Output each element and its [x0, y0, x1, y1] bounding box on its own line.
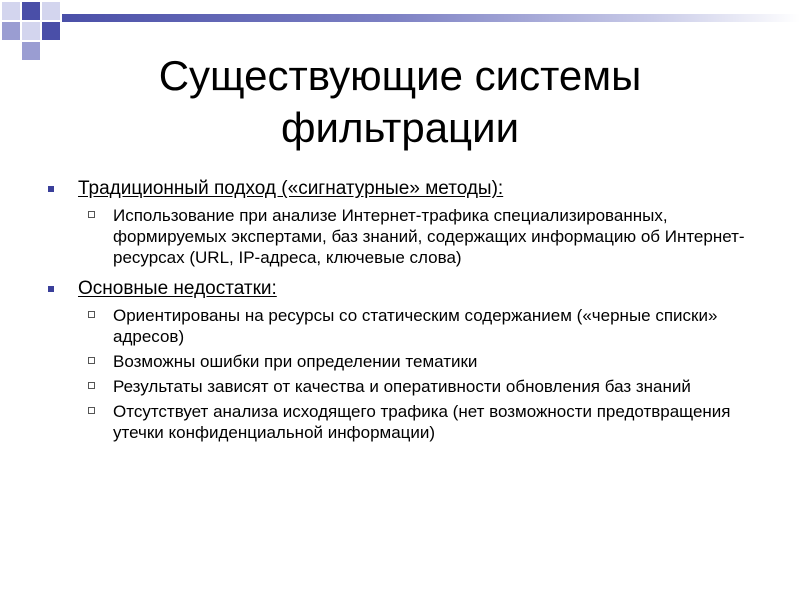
section-heading: Основные недостатки:: [78, 278, 277, 299]
hollow-square-bullet-icon: [88, 311, 95, 318]
sub-bullet-item: [48, 205, 768, 268]
sub-bullet-text: Возможны ошибки при определении тематики: [113, 352, 478, 371]
section-heading: Традиционный подход («сигнатурные» методы):: [78, 178, 504, 199]
sub-bullet-list: [48, 305, 768, 443]
slide-title-line-1: Существующие системы: [158, 52, 642, 99]
sub-bullet-item: [48, 305, 768, 347]
decor-square: [2, 22, 20, 40]
hollow-square-bullet-icon: [88, 357, 95, 364]
decor-square: [42, 22, 60, 40]
sub-bullet-text: Результаты зависят от качества и оперативности обновления баз знаний: [113, 377, 691, 396]
hollow-square-bullet-icon: [88, 407, 95, 414]
square-bullet-icon: [48, 286, 54, 292]
decor-square: [22, 2, 40, 20]
slide-title-line-2: фильтрации: [280, 104, 520, 151]
bullet-section-drawbacks: [48, 278, 768, 300]
square-bullet-icon: [48, 186, 54, 192]
hollow-square-bullet-icon: [88, 382, 95, 389]
sub-bullet-item: [48, 401, 768, 443]
sub-bullet-item: [48, 351, 768, 372]
decor-square: [42, 2, 60, 20]
decor-square: [2, 2, 20, 20]
bullet-section-traditional: [48, 178, 768, 200]
hollow-square-bullet-icon: [88, 211, 95, 218]
sub-bullet-text: Отсутствует анализа исходящего трафика (нет возможности предотвращения утечки конфиденциальной информации): [113, 402, 731, 442]
sub-bullet-text: Использование при анализе Интернет-трафика специализированных, формируемых экспертами, баз знаний, содержащих информацию об Интернет-ресурсах (URL, IP-адреса, ключевые слова): [113, 206, 745, 267]
sub-bullet-text: Ориентированы на ресурсы со статическим содержанием («черные списки» адресов): [113, 306, 718, 346]
decor-square: [22, 22, 40, 40]
sub-bullet-list: [48, 205, 768, 268]
slide-title: [60, 50, 740, 154]
slide-content: [48, 178, 768, 453]
decor-gradient-band: [62, 14, 800, 22]
decor-square: [22, 42, 40, 60]
sub-bullet-item: [48, 376, 768, 397]
